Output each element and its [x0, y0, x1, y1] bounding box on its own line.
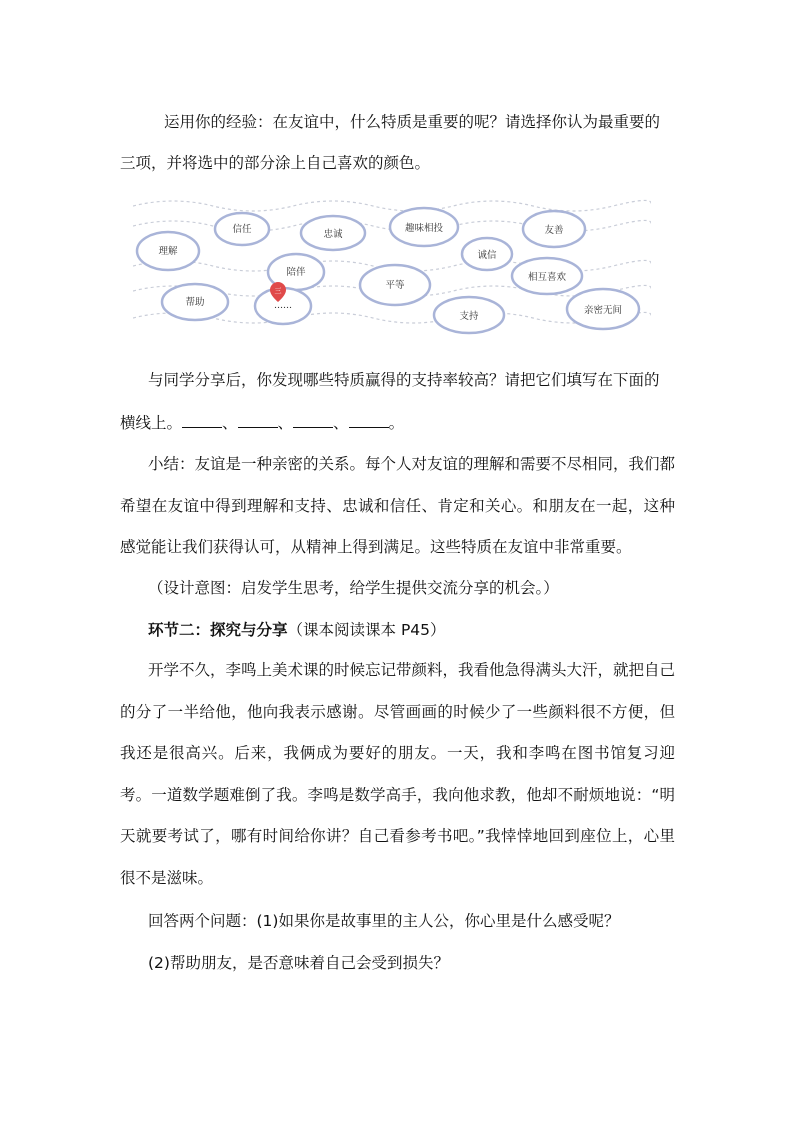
- summary-paragraph: 小结：友谊是一种亲密的关系。每个人对友谊的理解和需要不尽相同，我们都希望在友谊中得到理解和支持、忠诚和信任、肯定和关心。和朋友在一起，这种感觉能让我们获得认可，从精神上得到满足。这些特质在友谊中非常重要。: [120, 455, 676, 556]
- bubble-label: 相互喜欢: [527, 272, 567, 283]
- answer-blank-2[interactable]: [238, 415, 278, 428]
- bubble-label: 忠诚: [323, 229, 343, 240]
- answer-blank-1[interactable]: [182, 415, 222, 428]
- bubble-label: 友善: [544, 225, 564, 236]
- separator: 、: [277, 414, 294, 432]
- bubble-label: 亲密无间: [583, 305, 623, 316]
- bubble-label: 支持: [459, 311, 479, 322]
- share-line-2: [120, 411, 404, 433]
- bubble-label: 信任: [232, 224, 252, 235]
- separator: 、: [222, 414, 238, 432]
- answer-blank-4[interactable]: [349, 415, 389, 428]
- friendship-traits-figure: [133, 196, 651, 336]
- intro-line-2: 三项，并将选中的部分涂上自己喜欢的颜色。: [120, 154, 431, 172]
- bubble-label: 帮助: [185, 297, 205, 308]
- pin-badge-label: 三: [274, 287, 282, 295]
- section-title: 环节二：探究与分享: [148, 621, 288, 639]
- bubble-label: 理解: [158, 246, 178, 257]
- bubble-label: 陪伴: [286, 267, 306, 278]
- question-2: (2)帮助朋友，是否意味着自己会受到损失？: [148, 954, 449, 972]
- question-1: 回答两个问题：(1)如果你是故事里的主人公，你心里是什么感受呢？: [148, 912, 620, 930]
- bubble-label: 平等: [385, 280, 405, 291]
- bubble-label: 趣味相投: [404, 223, 444, 234]
- separator: 、: [333, 414, 349, 432]
- section-note: （课本阅读课本 P45）: [287, 621, 446, 639]
- section-heading: [148, 618, 446, 640]
- answer-blank-3[interactable]: [293, 415, 333, 428]
- share-line-1: 与同学分享后，你发现哪些特质赢得的支持率较高？请把它们填写在下面的: [148, 371, 660, 389]
- story-paragraph: 开学不久，李鸣上美术课的时候忘记带颜料，我看他急得满头大汗，就把自己的分了一半给他，他向我表示感谢。尽管画画的时候少了一些颜料很不方便，但我还是很高兴。后来，我俩成为要好的朋友。一天，我和李鸣在图书馆复习迎考。一道数学题难倒了我。李鸣是数学高手，我向他求教，他却不耐烦地说：“明天就要考试了，哪有时间给你讲？自己看参考书吧。”我悻悻地回到座位上，心里很不是滋味。: [120, 661, 676, 887]
- bubble-label: 诚信: [477, 250, 497, 261]
- intro-line-1: 运用你的经验：在友谊中，什么特质是重要的呢？请选择你认为最重要的: [164, 113, 661, 131]
- design-intent: （设计意图：启发学生思考，给学生提供交流分享的机会。）: [148, 579, 559, 597]
- bubble-label: ......: [273, 300, 293, 311]
- period: 。: [388, 414, 405, 432]
- share-line-2-text: 横线上。: [120, 414, 183, 432]
